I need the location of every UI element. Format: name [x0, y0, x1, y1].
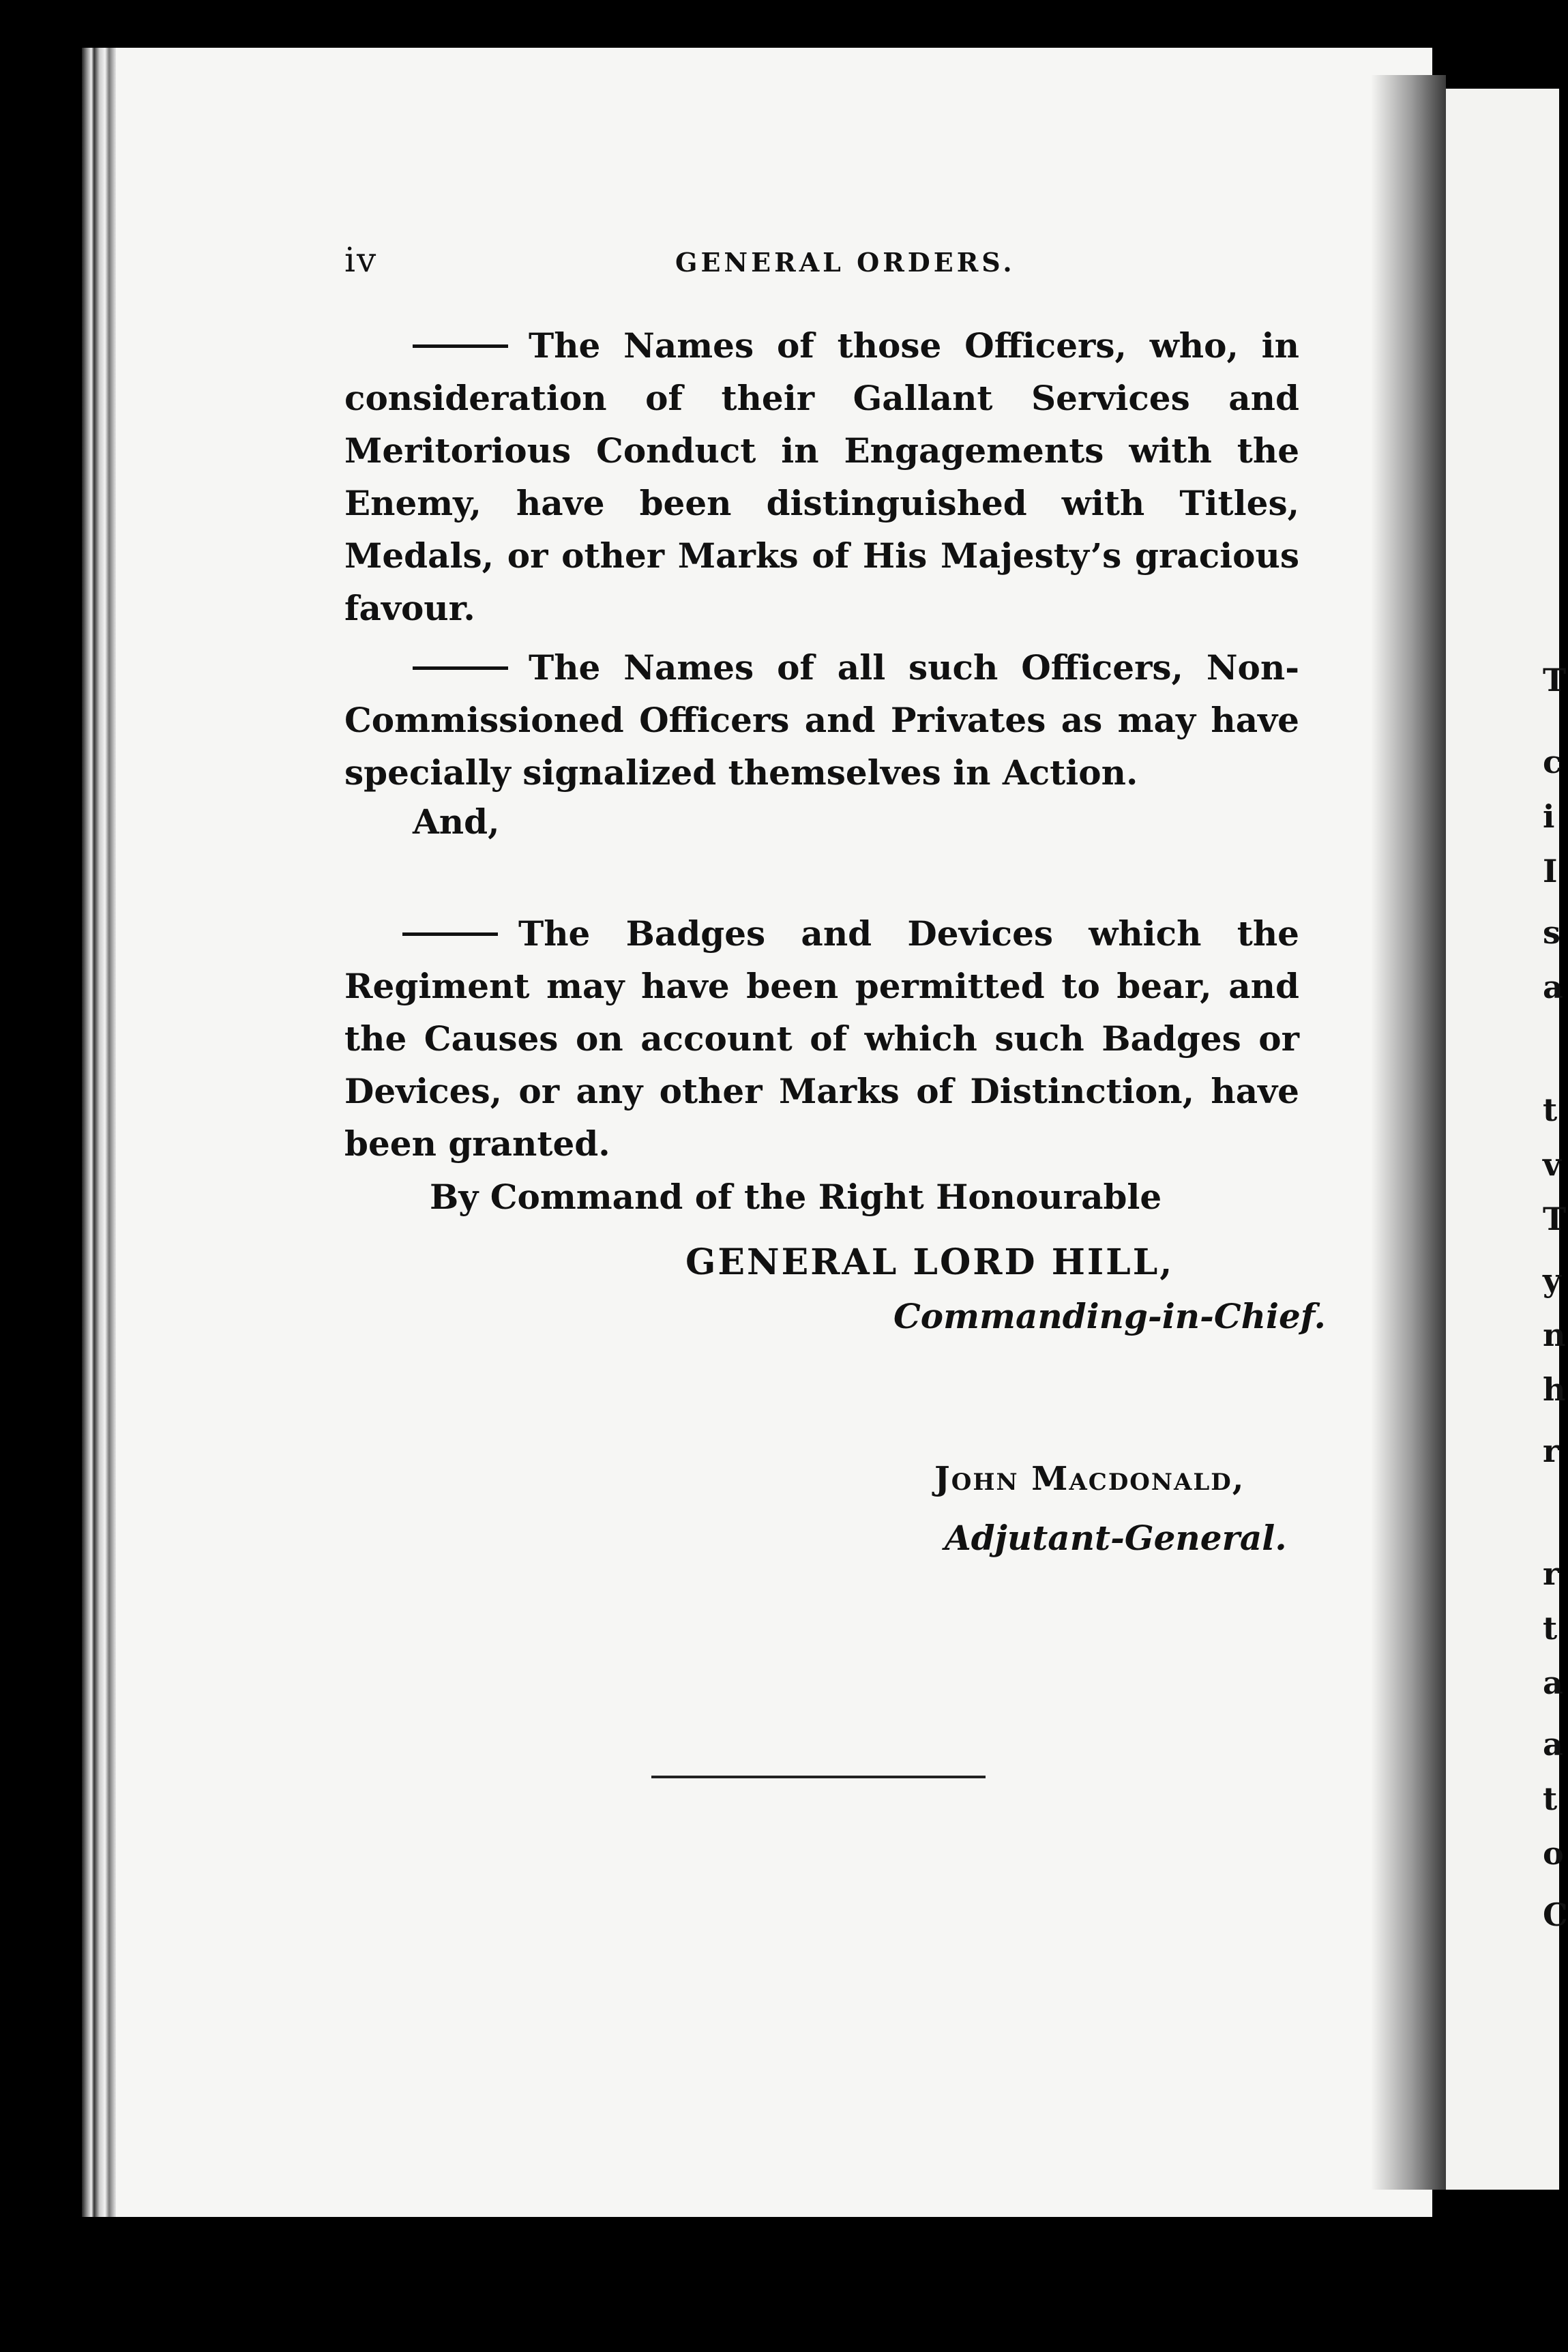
- paragraph-non-commissioned: [344, 641, 1299, 799]
- edge-letter: o: [1543, 1835, 1564, 1872]
- paragraph-text: The Names of all such Officers, Non-Commissioned Officers and Privates as may have specially signalized themselves in Action.: [344, 647, 1299, 793]
- general-title: Commanding-in-Chief.: [893, 1296, 1326, 1336]
- edge-letter: h: [1543, 1371, 1566, 1408]
- edge-letter: a: [1543, 1664, 1563, 1701]
- adjutant-title: Adjutant-General.: [945, 1518, 1287, 1558]
- and-line: And,: [413, 802, 500, 842]
- page-number: iv: [344, 240, 378, 280]
- paragraph-text: The Names of those Officers, who, in consideration of their Gallant Services and Meritorious Conduct in Engagements with the Enemy, have been distinguished with Titles, Medals, or other Marks of His Majesty’s gracious favour.: [344, 325, 1299, 628]
- adjutant-name: John Macdonald,: [934, 1460, 1245, 1498]
- running-title: GENERAL ORDERS.: [675, 247, 1016, 278]
- edge-letter: a: [1543, 969, 1563, 1005]
- edge-letter: i: [1543, 798, 1555, 835]
- edge-letter: t: [1543, 1610, 1558, 1647]
- edge-letter: t: [1543, 1780, 1558, 1817]
- paragraph-badges-devices: [344, 907, 1299, 1170]
- edge-letter: t: [1543, 1091, 1558, 1128]
- running-head: [344, 240, 1299, 281]
- edge-letter: T: [1543, 1201, 1567, 1237]
- edge-letter: v: [1543, 1146, 1561, 1183]
- paragraph-text: The Badges and Devices which the Regiment may have been permitted to bear, and the Causes on account of which such Badges or Devices, or any other Marks of Distinction, have been granted.: [344, 913, 1299, 1164]
- page-gutter-shadow: [1371, 75, 1446, 2190]
- edge-letter: T: [1543, 662, 1567, 699]
- edge-letter: a: [1543, 1726, 1563, 1763]
- edge-letter: n: [1543, 1317, 1566, 1353]
- closing-rule: [651, 1776, 986, 1778]
- edge-letter: I: [1543, 853, 1558, 890]
- edge-letter: r: [1543, 1555, 1560, 1592]
- paragraph-officers-names: [344, 319, 1299, 634]
- edge-letter: r: [1543, 1432, 1560, 1469]
- em-dash-rule: [413, 344, 508, 348]
- general-name: GENERAL LORD HILL,: [685, 1241, 1174, 1283]
- edge-letter: C: [1543, 1896, 1568, 1933]
- by-command-line: By Command of the Right Honourable: [430, 1177, 1162, 1217]
- edge-letter: s: [1543, 914, 1560, 951]
- em-dash-rule: [413, 666, 508, 670]
- edge-letter: c: [1543, 744, 1563, 780]
- adjacent-page: [1446, 89, 1559, 2190]
- edge-letter: y: [1543, 1262, 1561, 1299]
- em-dash-rule: [402, 932, 498, 936]
